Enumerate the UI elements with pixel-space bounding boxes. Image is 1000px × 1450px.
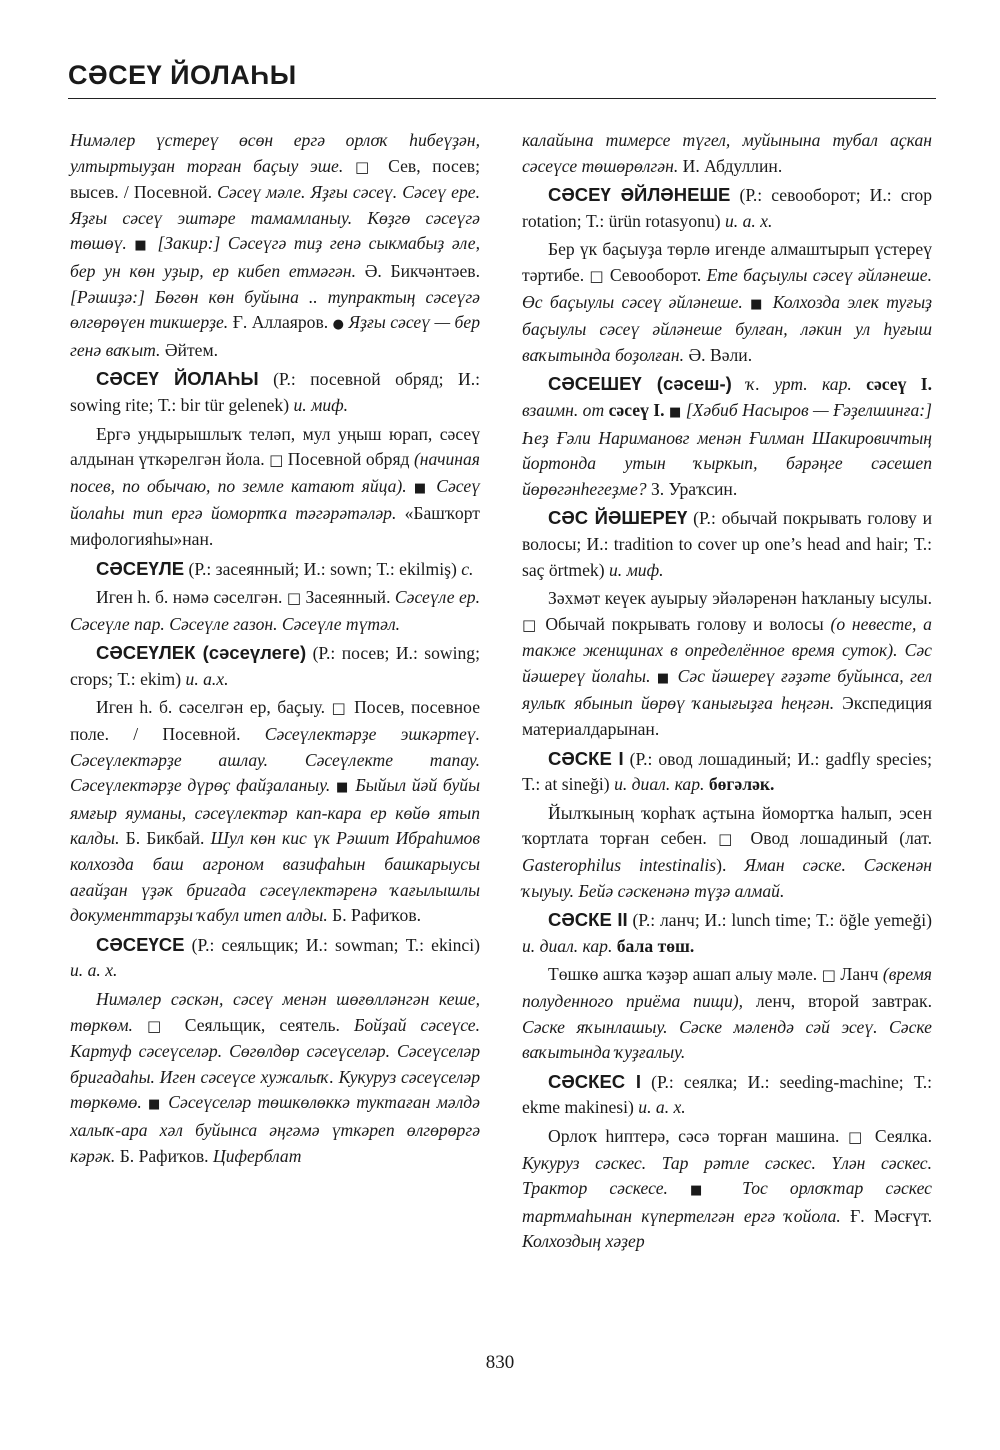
quote-text: Колхоздың хәҙер	[522, 1231, 645, 1252]
examples-text: Сәсеүле ер. Сәсеүле пар. Сәсеүле газон. Сәсеүле түтәл.	[70, 587, 480, 634]
definition-paragraph	[522, 128, 932, 179]
definition-text: Иген һ. б. сәселгән ер, баҫыу.	[96, 697, 326, 718]
translation-box-icon: □	[718, 830, 740, 849]
citation-square-icon: ■	[147, 1097, 163, 1113]
grammar-label: взаимн. от	[522, 399, 605, 420]
examples-text: Сәсеү мәле. Яҙғы сәсеү. Сәсеү ере. Яҙғы сәсеү эштәре тамамланыу. Көҙгө сәсеүгә төшөү.	[70, 182, 480, 254]
examples-text: Сәс йәшереү йолаһы.	[522, 640, 932, 686]
dictionary-entry	[70, 640, 480, 692]
dictionary-entry	[522, 907, 932, 959]
quote-text: [Рәшиҙә:] Бөгөн көн буйына .. тупрактың сәсеүгә өлгөрөүен тикшерҙе.	[70, 286, 480, 333]
quote-author: Б. Рафиҡов.	[332, 905, 422, 926]
latin-name: Gasterophilus intestinalis	[522, 855, 717, 876]
grammar-label: и. диал. кар.	[522, 935, 613, 956]
quote-author: «Башҡорт мифологияһы»нан.	[70, 503, 480, 549]
definition-text: Зәхмәт кеүек ауырыу эйәләренән һаҡланыу ысулы.	[548, 588, 932, 609]
quote-text: Шул көн кис үк Рәшит Ибраһимов колхозда баш агроном вазифаһын башкарыусы ағайҙан үҙәк бригада сәсеүлектәренә ҡағылышлы документтарҙы ҡабул итеп алды.	[70, 828, 480, 926]
punctuation: ).	[716, 855, 727, 876]
definition-text: Төшкө ашҡа ҡәҙәр ашап алыу мәле.	[548, 964, 818, 985]
headword: СӘСЕҮЛЕК (сәсеүлеге)	[96, 642, 307, 664]
translation-text: Посев, посевное поле. / Посевной.	[70, 697, 480, 745]
grammar-label: и. а.х.	[185, 668, 229, 689]
headword: СӘСКЕ I	[548, 747, 624, 769]
citation-square-icon: ■	[690, 1183, 720, 1199]
quote-text: [Закир:] Сәсеүгә тиҙ генә сыкмабыҙ әле, бер ун көн уҙыр, ер кибеп етмәгән.	[70, 233, 480, 281]
grammar-label: и. а. х.	[638, 1097, 686, 1118]
definition-paragraph	[522, 962, 932, 1065]
left-column	[70, 128, 480, 1172]
definition-paragraph	[70, 422, 480, 553]
grammar-label: и. а. х.	[70, 960, 118, 981]
translations: (Р.: ланч; И.: lunch time; Т.: öğle yemeği)	[632, 910, 932, 931]
translation-box-icon: □	[847, 1127, 867, 1146]
proverb-dot-icon: ●	[332, 317, 345, 333]
definition-text: Нимәлер сәскән, сәсеү менән шөғөлләнгән кеше, төркөм.	[70, 989, 480, 1035]
quote-author: З. Ураҡсин.	[650, 478, 738, 499]
quote-text: Сәсеүселәр төшкөлөккә туктаған мәлдә халыҡ-ара хәл буйынса әңгәмә үткәреп өлгөрөргә кәрәк.	[70, 1092, 480, 1166]
translations: (Р.: сеялка; И.: seeding-machine; Т.: ekme makinesi)	[522, 1071, 932, 1118]
citation-square-icon: ■	[656, 670, 672, 686]
translations: (Р.: посев; И.: sowing; crops; Т.: ekim)	[70, 643, 480, 689]
examples-text: Ете баҫыулы сәсеү әйләнеше. Өс баҫыулы сәсеү әйләнеше.	[522, 264, 933, 312]
grammar-label: и. миф.	[293, 394, 349, 415]
definition-text: Иген һ. б. нәмә сәселгән.	[96, 587, 283, 608]
cross-reference: бала төш.	[616, 935, 695, 956]
headword: СӘС ЙӘШЕРЕҮ	[548, 507, 688, 529]
translation-box-icon: □	[354, 157, 377, 176]
quote-text: Колхозда элек туғыҙ баҫыулы сәсеү әйләнеше булған, ләкин ул һуғыш ваҡытында боҙолған.	[522, 291, 932, 365]
translation-box-icon: □	[331, 699, 348, 718]
cross-reference: сәсеү I.	[866, 374, 932, 395]
examples-text: Яман сәске. Сәскенән ҡыуыу. Бейә сәскенәнә түҙә алмай.	[522, 855, 932, 901]
translations: (Р.: овод лошадиный; И.: gadfly species; Т.: at sineği)	[522, 748, 932, 795]
right-column	[522, 128, 932, 1258]
headword: СӘСКЕ II	[548, 909, 628, 931]
dictionary-entry	[522, 505, 932, 583]
translation-note: (время полуденного приёма пищи),	[522, 964, 932, 1011]
dictionary-entry	[522, 371, 932, 502]
quote-text: Циферблат	[213, 1145, 302, 1166]
cross-reference: бөгәләк.	[708, 774, 775, 795]
quote-author: Экспедиция материалдарынан.	[522, 693, 932, 740]
dictionary-entry	[70, 932, 480, 984]
quote-text: Тос орлоҡтар сәскес тартмаһынан күпертелгән ергә ҡойола.	[522, 1178, 932, 1226]
translation-text: Засеянный.	[305, 587, 391, 608]
quote-author: Б. Бикбай.	[125, 828, 205, 849]
translation-text: Сеяльщик, сеятель.	[184, 1014, 340, 1035]
running-head: СӘСЕҮ ЙОЛАҺЫ	[68, 60, 297, 90]
headword: СӘСЕҮ ӘЙЛӘНЕШЕ	[548, 184, 731, 206]
grammar-label: и. миф.	[608, 559, 664, 580]
quote-text: калайына тимерсе түгел, муйынына тубал аҫкан сәсеүсе төшөрөлгән.	[522, 130, 932, 176]
quote-author: Б. Рафиҡов.	[119, 1145, 209, 1166]
translation-box-icon: □	[286, 589, 302, 608]
translation-note: (о невесте, а также женщинах в определённое время суток).	[522, 613, 932, 661]
headword: СӘСЕҮЛЕ	[96, 557, 185, 579]
citation-square-icon: ■	[336, 780, 350, 796]
definition-text: Орлоҡ һиптерә, сәсә торған машина.	[548, 1125, 840, 1146]
translation-text: Посевной обряд	[287, 449, 410, 470]
quote-author: Ә. Вәли.	[688, 344, 753, 365]
translation-text: Севооборот.	[609, 264, 702, 285]
definition-text: Йылҡының ҡорһаҡ аҫтына йомортҡа һалып, эсен ҡортлата торған себен.	[522, 802, 932, 849]
definition-paragraph	[522, 237, 932, 368]
dictionary-entry	[70, 366, 480, 418]
headword: СӘСЕШЕҮ (сәсеш-)	[548, 373, 732, 395]
definition-paragraph	[70, 695, 480, 928]
quote-author: Ә. Бикчәнтәев.	[364, 260, 480, 281]
quote-author: Ғ. Аллаяров.	[232, 312, 329, 333]
dictionary-entry	[522, 746, 932, 798]
examples-text: Сәске яҡынлашыу. Сәске мәлендә сәй эсеү. Сәске ваҡытында ҡуҙғалыу.	[522, 1016, 932, 1063]
translations: (Р.: севооборот; И.: crop rotation; Т.: ürün rotasyonu)	[522, 185, 932, 231]
translation-text: Овод лошадиный (лат.	[750, 828, 932, 849]
quote-author: Ғ. Мәсғүт.	[850, 1205, 932, 1226]
definition-paragraph	[522, 801, 932, 904]
citation-square-icon: ■	[413, 480, 430, 496]
translation-note: (начиная посев, по обычаю, по земле катают яйца).	[70, 449, 480, 496]
page-number: 830	[485, 1352, 515, 1373]
quote-author: И. Абдуллин.	[682, 155, 783, 176]
grammar-label: с.	[461, 558, 474, 579]
proverb-source: Әйтем.	[164, 339, 218, 360]
examples-text: Сәсеүлектәрҙе эшкәртеү. Сәсеүлектәрҙе ашлау. Сәсеүлекте тапау. Сәсеүлектәрҙе дүрөҫ файҙаланыу.	[70, 724, 480, 796]
translations: (Р.: обычай покрывать голову и волосы; И.: tradition to cover up one’s head and hair; Т.: saç örtmek)	[522, 508, 932, 580]
translation-box-icon: □	[522, 615, 539, 634]
definition-text: Бер үк баҫыуҙа төрлө игенде алмаштырып үстереү тәртибе.	[522, 239, 932, 285]
grammar-label: ҡ. урт. кар.	[746, 374, 852, 395]
translation-box-icon: □	[269, 451, 284, 470]
headword: СӘСЕҮСЕ	[96, 933, 185, 955]
translation-box-icon: □	[589, 266, 605, 285]
header-rule	[68, 98, 936, 99]
translations: (Р.: сеяльщик; И.: sowman; Т.: ekinci)	[191, 934, 480, 955]
translation-text: Сев, посев; высев. / Посевной.	[70, 155, 480, 203]
grammar-label: и. а. х.	[724, 210, 773, 231]
examples-text: Бойҙай сәсеүсе. Картуф сәсеүселәр. Сөгөлдөр сәсеүселәр. Сәсеүселәр бригадаһы. Иген сәсеүсе хужалыҡ. Кукуруз сәсеүселәр төркөмө.	[70, 1014, 481, 1113]
translations: (Р.: засеянный; И.: sown; Т.: ekilmiş)	[188, 558, 457, 579]
definition-paragraph	[522, 586, 932, 743]
citation-square-icon: ■	[750, 296, 766, 312]
quote-text: [Хәбиб Насыров — Ғәҙелшинға:] Һеҙ Ғәли Наримановг менән Ғилман Шакировичтың йортонда утын ҡыркып, бәрәңге сәсешеп йөрөгәнһегеҙме?	[522, 399, 933, 499]
translation-box-icon: □	[821, 966, 836, 985]
definition-text: Ергә уңдырышлыҡ теләп, мул уңыш юрап, сәсеү алдынан үткәрелгән йола.	[70, 423, 480, 470]
translation-text: Обычай покрывать голову и волосы	[545, 613, 824, 634]
headword: СӘСКЕС I	[548, 1070, 642, 1092]
definition-paragraph	[70, 987, 480, 1169]
grammar-label: и. диал. кар.	[614, 774, 705, 795]
definition-text: Нимәлер үстереү өсөн ергә орлоҡ һибеүҙән, ултыртыуҙан торған баҫыу эше.	[70, 130, 480, 176]
headword: СӘСЕҮ ЙОЛАҺЫ	[96, 368, 259, 390]
translations: (Р.: посевной обряд; И.: sowing rite; Т.: bir tür gelenek)	[70, 369, 480, 415]
definition-paragraph	[70, 128, 480, 363]
dictionary-entry	[522, 182, 932, 234]
definition-paragraph	[70, 585, 480, 637]
citation-square-icon: ■	[134, 238, 150, 254]
dictionary-entry	[70, 556, 480, 583]
dictionary-entry	[522, 1069, 932, 1121]
quote-text: Сәс йәшереү ғәҙәте буйынса, гел яулыҡ ябынып йөрөү ҡанығыҙға һеңгән.	[522, 665, 932, 714]
cross-reference: сәсеү I.	[608, 399, 665, 420]
translation-text: Сеялка.	[874, 1125, 932, 1146]
proverb-text: Яҙғы сәсеү — бер генә ваҡыт.	[70, 312, 481, 360]
examples-text: Кукуруз сәскес. Тар рәтле сәскес. Үлән сәскес. Трактор сәскесе.	[522, 1152, 932, 1199]
quote-text: Сәсеү йолаһы тип ергә йомортҡа тәгәрәтәләр.	[70, 475, 480, 524]
citation-square-icon: ■	[669, 404, 682, 420]
translation-text: ленч, второй завтрак.	[755, 991, 932, 1011]
quote-text: Быйыл йәй буйы ямғыр яуманы, сәсеүлектәр кап-кара ер көйө ятып калды.	[70, 775, 480, 849]
definition-paragraph	[522, 1124, 932, 1255]
translation-box-icon: □	[146, 1016, 171, 1035]
translation-text: Ланч	[840, 964, 879, 985]
